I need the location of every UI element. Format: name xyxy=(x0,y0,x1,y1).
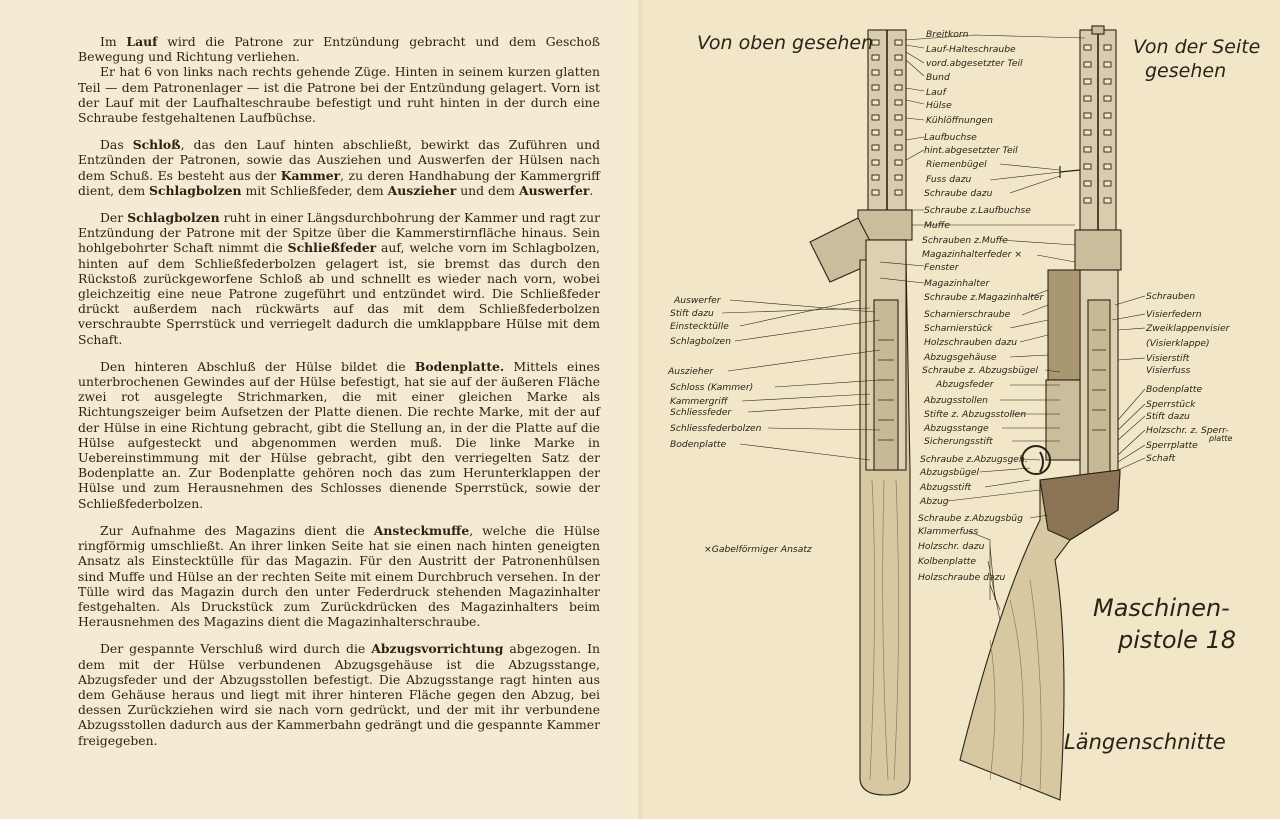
label-center: Stifte z. Abzugsstollen xyxy=(924,409,1027,420)
label-right: Sperrstück xyxy=(1146,399,1196,410)
view-from-side-caption-1: Von der Seite xyxy=(1133,36,1261,58)
paragraph-lauf: Im Lauf wird die Patrone zur Entzündung gebracht und dem Geschoß Bewegung und Richtung verliehen. xyxy=(78,34,600,65)
label-right: Visierfuss xyxy=(1146,365,1191,376)
label-center: Abzugsstift xyxy=(920,482,972,493)
paragraph-schloss: Das Schloß, das den Lauf hinten abschließt, bewirkt das Zuführen und Entzünden der Patronen, sowie das Ausziehen und Auswerfen der Hülsen nach dem Schuß. Es besteht aus der Kammer, zu deren Handhabung der Kammergriff dient, dem Schlagbolzen mit Schließfeder, dem Auszieher und dem Auswerfer. xyxy=(78,137,600,198)
label-center: Scharnierstück xyxy=(924,323,993,334)
label-center: Fuss dazu xyxy=(926,174,972,185)
footnote-fork-attachment: ×Gabelförmiger Ansatz xyxy=(704,544,812,555)
diagram-subtitle: Längenschnitte xyxy=(1064,730,1226,754)
paragraph-schlagbolzen: Der Schlagbolzen ruht in einer Längsdurchbohrung der Kammer und ragt zur Entzündung der Patrone mit der Spitze über die Kammerstirnfläche hinaus. Sein hohlgebohrter Schaft nimmt die Schließfeder auf, welche vorn im Schlagbolzen, hinten auf dem Schließfederbolzen gelagert ist, sie bremst das durch den Rückstoß zurückgeworfene Schloß ab und schnellt es wieder nach vorn, wobei gleichzeitig eine neue Patrone zugeführt und entzündet wird. Die Schließfeder drückt außerdem nach rückwärts auf das mit dem Schließfederbolzen verschraubte Sperrstück und verriegelt dadurch die umklappbare Hülse mit dem Schaft. xyxy=(78,210,600,347)
label-center: Laufbuchse xyxy=(924,132,977,143)
label-center: Hülse xyxy=(926,100,952,111)
label-left: Schlagbolzen xyxy=(670,336,732,347)
diagram-title-line-1: Maschinen- xyxy=(1093,594,1230,622)
paragraph-lauf-detail: Er hat 6 von links nach rechts gehende Züge. Hinten in seinem kurzen glatten Teil — dem Patronenlager — ist die Patrone bei der Entzündung gelagert. Vorn ist der Lauf mit der Laufhalteschraube befestigt und ruht hinten in der durch eine Schraube festgehaltenen Laufbüchse. xyxy=(78,64,600,126)
label-left: Stift dazu xyxy=(670,308,714,319)
label-left: Einstecktülle xyxy=(670,321,729,332)
view-from-above-caption: Von oben gesehen xyxy=(697,32,874,54)
label-right: platte xyxy=(1209,434,1233,443)
label-right: Schrauben xyxy=(1146,291,1196,302)
diagram-title-line-2: pistole 18 xyxy=(1118,626,1237,654)
label-center: Abzugsstollen xyxy=(924,395,988,406)
label-center: Abzug xyxy=(920,496,949,507)
label-center: Schraube z. Abzugsbügel xyxy=(922,365,1039,376)
label-center: Schrauben z.Muffe xyxy=(922,235,1008,246)
paragraph-abzug: Der gespannte Verschluß wird durch die Abzugsvorrichtung abgezogen. In dem mit der Hülse verbundenen Abzugsgehäuse ist die Abzugsstange, Abzugsfeder und der Abzugsstollen befestigt. Die Abzugsstange ragt hinten aus dem Gehäuse heraus und liegt mit ihrer hinteren Fläche gegen den Abzug, bei dessen Zurückziehen wird sie nach vorn gedrückt, und der mit ihr verbundene Abzugsstollen dadurch aus der Kammerbahn gedrängt und die gespannte Kammer freigegeben. xyxy=(78,641,600,748)
label-right: Stift dazu xyxy=(1146,411,1190,422)
label-left: Kammergriff xyxy=(670,396,728,407)
label-center: Kolbenplatte xyxy=(918,556,977,567)
label-center: Sicherungsstift xyxy=(924,436,993,447)
magazine-holder-side xyxy=(1048,270,1080,380)
label-right: Sperrplatte xyxy=(1146,440,1198,451)
view-from-side-caption-2: gesehen xyxy=(1145,60,1227,82)
label-center: Schraube z.Abzugsgeh. xyxy=(920,454,1028,465)
label-right: Zweiklappenvisier xyxy=(1146,323,1230,334)
label-center: hint.abgesetzter Teil xyxy=(924,145,1018,156)
label-center: Scharnierschraube xyxy=(924,309,1011,320)
label-center: Magazinhalter xyxy=(924,278,990,289)
label-center: Magazinhalterfeder × xyxy=(922,249,1023,260)
label-left: Bodenplatte xyxy=(670,439,727,450)
label-center: Lauf xyxy=(926,87,946,98)
label-center: Muffe xyxy=(924,220,951,231)
label-center: Abzugsfeder xyxy=(936,379,994,390)
label-center: Abzugsstange xyxy=(924,423,989,434)
label-right: Schaft xyxy=(1146,453,1176,464)
label-right: Holzschr. z. Sperr- xyxy=(1146,425,1229,436)
label-left: Schliessfeder xyxy=(670,407,732,418)
label-left: Schliessfederbolzen xyxy=(670,423,762,434)
label-center: Abzugsbügel xyxy=(920,467,980,478)
label-left: Schloss (Kammer) xyxy=(670,382,754,393)
label-center: Holzschr. dazu xyxy=(918,541,985,552)
label-right: Visierfedern xyxy=(1146,309,1202,320)
label-right: Visierstift xyxy=(1146,353,1190,364)
label-right: Bodenplatte xyxy=(1146,384,1203,395)
label-center: vord.abgesetzter Teil xyxy=(926,58,1023,69)
label-center: Holzschraube dazu xyxy=(918,572,1006,583)
label-center: Schraube dazu xyxy=(924,188,993,199)
label-center: Riemenbügel xyxy=(926,159,987,170)
muffe-side-view xyxy=(1075,230,1121,270)
paragraph-magazin: Zur Aufnahme des Magazins dient die Ansteckmuffe, welche die Hülse ringförmig umschließt. An ihrer linken Seite hat sie einen nach hinten geneigten Ansatz als Einstecktülle für das Magazin. Für den Austritt der Patronenhülsen sind Muffe und Hülse an der rechten Seite mit einem Durchbruch versehen. In der Tülle wird das Magazin durch den unter Federdruck stehenden Magazinhalter festgehalten. Als Druckstück zum Zurückdrücken des Magazinhalters beim Herausnehmen des Magazins dient die Magazinhalterschraube. xyxy=(78,522,600,630)
label-left: Auszieher xyxy=(668,366,714,377)
label-center: Schraube z.Laufbuchse xyxy=(924,205,1031,216)
label-left: Auswerfer xyxy=(674,295,721,306)
label-center: Lauf-Halteschraube xyxy=(926,44,1016,55)
label-center: Holzschrauben dazu xyxy=(924,337,1018,348)
label-center: Klammerfuss xyxy=(918,526,979,537)
label-center: Kühlöffnungen xyxy=(926,115,994,126)
paragraph-bodenplatte: Den hinteren Abschluß der Hülse bildet die Bodenplatte. Mittels eines unterbrochenen Gewindes auf der Hülse befestigt, hat sie auf der äußeren Fläche zwei rot ausgelegte Strichmarken, die mit einer gleichen Marke als Richtungszeiger beim Aufsetzen der Platte dienen. Die rechte Marke, mit der auf der Hülse in eine Richtung gebracht, gibt die Stellung an, in der die Platte auf die Hülse aufgesteckt und abgenommen werden muß. Die linke Marke in Uebereinstimmung mit der Hülse gebracht, gibt den verriegelten Satz der Bodenplatte an. Zur Bodenplatte gehören noch das zum Herunterklappen der Hülse und zum Herausnehmen des Schlosses dienende Sperrstück, sowie der Schließfederbolzen. xyxy=(78,358,601,511)
label-center: Abzugsgehäuse xyxy=(924,352,997,363)
label-center: Bund xyxy=(926,72,950,83)
label-center: Breitkorn xyxy=(926,29,969,40)
label-center: Schraube z.Abzugsbüg xyxy=(918,513,1023,524)
label-center: Fenster xyxy=(924,262,959,273)
label-center: Schraube z.Magazinhalter xyxy=(924,292,1044,303)
trigger-housing xyxy=(1046,380,1080,460)
label-right: (Visierklappe) xyxy=(1146,338,1210,349)
